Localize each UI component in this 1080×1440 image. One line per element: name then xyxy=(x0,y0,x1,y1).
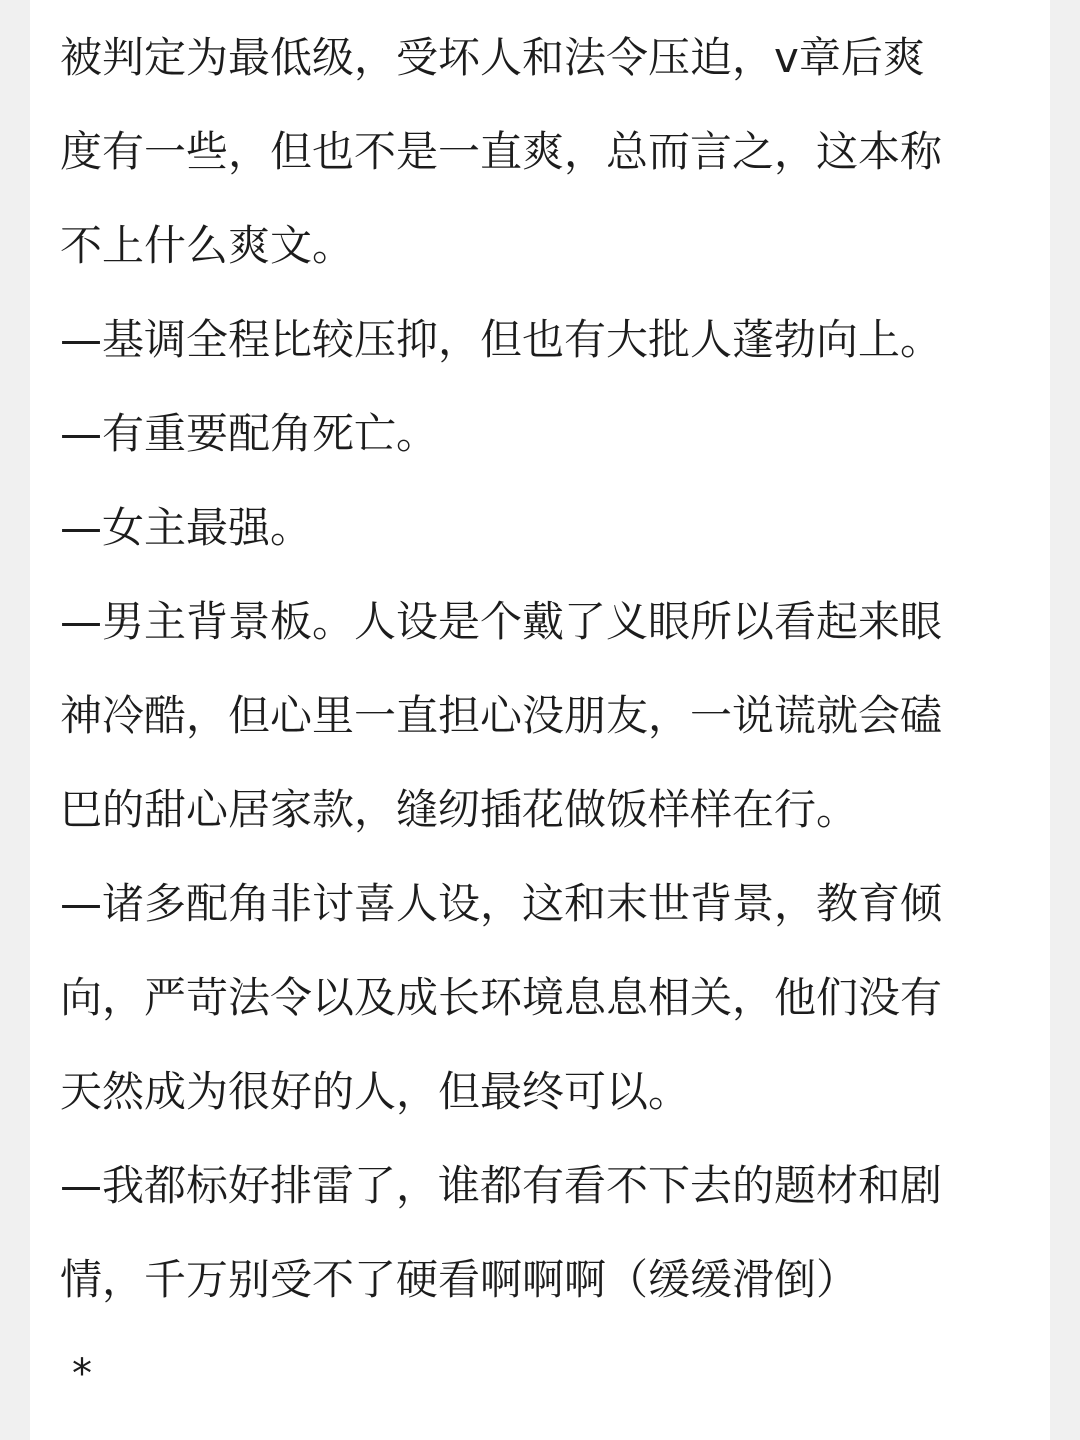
section-separator: * xyxy=(72,1351,92,1397)
text-line: —诸多配角非讨喜人设，这和末世背景，教育倾 xyxy=(60,879,943,928)
text-line: —女主最强。 xyxy=(60,503,313,552)
text-line: 向，严苛法令以及成长环境息息相关，他们没有 xyxy=(60,973,943,1022)
document-page xyxy=(30,0,1050,1440)
text-line: —男主背景板。人设是个戴了义眼所以看起来眼 xyxy=(60,597,943,646)
article-body xyxy=(60,11,1035,1421)
text-line: 被判定为最低级，受坏人和法令压迫，v章后爽 xyxy=(60,33,925,82)
text-line: 度有一些，但也不是一直爽，总而言之，这本称 xyxy=(60,127,943,176)
text-line: —我都标好排雷了，谁都有看不下去的题材和剧 xyxy=(60,1161,943,1210)
text-line: 情，千万别受不了硬看啊啊啊（缓缓滑倒） xyxy=(60,1255,859,1304)
text-line: 天然成为很好的人，但最终可以。 xyxy=(60,1067,691,1116)
text-line: 巴的甜心居家款，缝纫插花做饭样样在行。 xyxy=(60,785,859,834)
text-line: 不上什么爽文。 xyxy=(60,221,355,270)
text-line: —有重要配角死亡。 xyxy=(60,409,439,458)
text-line: —基调全程比较压抑，但也有大批人蓬勃向上。 xyxy=(60,315,943,364)
text-line: 神冷酷，但心里一直担心没朋友，一说谎就会磕 xyxy=(60,691,943,740)
